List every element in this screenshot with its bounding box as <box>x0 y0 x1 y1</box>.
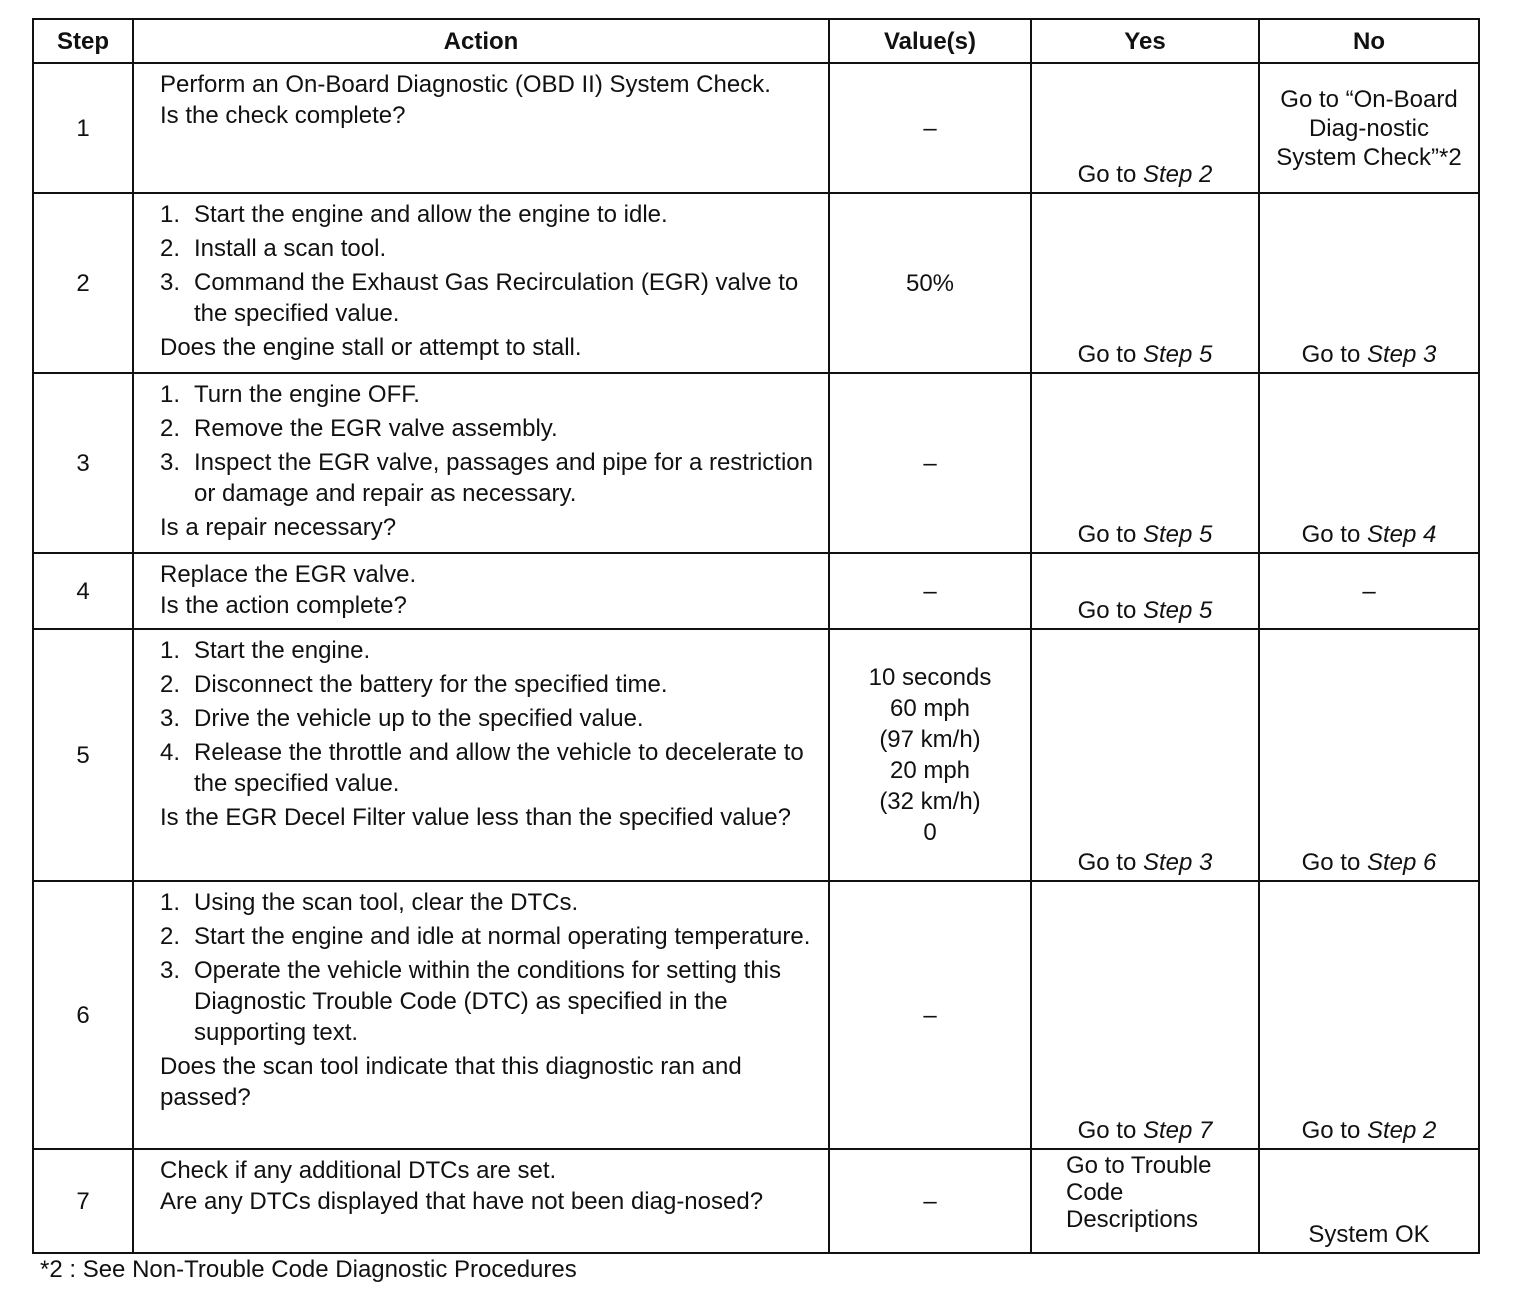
step-number: 1 <box>33 63 133 193</box>
values-cell <box>829 63 1031 193</box>
table-row <box>33 1149 1479 1253</box>
table-row <box>33 373 1479 553</box>
value-line: 10 seconds <box>868 664 992 691</box>
table-row <box>33 553 1479 629</box>
item-number: 2. <box>160 235 181 262</box>
action-cell <box>133 373 829 553</box>
step-number: 3 <box>33 373 133 553</box>
yes-text: Go to <box>1077 849 1143 876</box>
values-cell <box>829 881 1031 1149</box>
yes-text: Go to <box>1077 521 1143 548</box>
item-text: Start the engine and idle at normal operating temperature. <box>194 923 811 950</box>
yes-text: Go to Trouble Code Descriptions <box>1066 1152 1212 1233</box>
action-cell <box>133 193 829 373</box>
value-line: (32 km/h) <box>879 788 981 815</box>
yes-cell <box>1031 629 1259 881</box>
action-question: Does the scan tool indicate that this diagnostic ran and passed? <box>160 1053 742 1111</box>
value-line: – <box>923 1001 937 1029</box>
item-text: Command the Exhaust Gas Recirculation (EGR) valve to the specified value. <box>194 269 799 327</box>
value-line: – <box>923 1187 937 1215</box>
item-text: Disconnect the battery for the specified time. <box>194 671 668 698</box>
action-item <box>160 199 820 230</box>
action-cell <box>133 63 829 193</box>
yes-cell <box>1031 1149 1259 1253</box>
yes-step-ref: Step 5 <box>1142 597 1213 624</box>
diagnostic-table <box>32 18 1480 1254</box>
value-line: – <box>923 114 937 142</box>
action-question: Is the EGR Decel Filter value less than the specified value? <box>160 804 791 831</box>
values-cell <box>829 1149 1031 1253</box>
yes-step-ref: Step 2 <box>1142 161 1213 188</box>
header-step: Step <box>33 19 133 63</box>
yes-text: Go to <box>1077 1117 1143 1144</box>
item-number: 2. <box>160 923 181 950</box>
value-line: 60 mph <box>889 695 971 722</box>
item-number: 3. <box>160 269 181 296</box>
no-text: System OK <box>1308 1221 1430 1248</box>
no-cell <box>1259 193 1479 373</box>
step-number: 6 <box>33 881 133 1149</box>
no-step-ref: Step 6 <box>1366 849 1437 876</box>
action-item <box>160 887 820 918</box>
no-text: Go to <box>1301 849 1367 876</box>
item-number: 2. <box>160 415 181 442</box>
item-text: Drive the vehicle up to the specified value. <box>194 705 644 732</box>
action-question: Is a repair necessary? <box>160 514 397 541</box>
no-cell <box>1259 629 1479 881</box>
item-text: Install a scan tool. <box>194 235 387 262</box>
action-cell <box>133 881 829 1149</box>
yes-step-ref: Step 5 <box>1142 521 1213 548</box>
no-text: Go to <box>1301 341 1367 368</box>
item-number: 3. <box>160 957 181 984</box>
action-item <box>160 955 820 1048</box>
value-line: 20 mph <box>889 757 971 784</box>
item-number: 4. <box>160 739 181 766</box>
item-text: Operate the vehicle within the conditions for setting this Diagnostic Trouble Code (DTC) as specified in the supporting text. <box>194 957 781 1046</box>
action-question: Does the engine stall or attempt to stall. <box>160 334 582 361</box>
action-text: Replace the EGR valve. Is the action complete? <box>160 561 417 619</box>
item-number: 3. <box>160 449 181 476</box>
yes-text: Go to <box>1077 597 1143 624</box>
action-cell <box>133 553 829 629</box>
values-cell <box>829 193 1031 373</box>
item-text: Release the throttle and allow the vehicle to decelerate to the specified value. <box>194 739 804 797</box>
item-number: 2. <box>160 671 181 698</box>
no-step-ref: Step 2 <box>1366 1117 1437 1144</box>
yes-step-ref: Step 7 <box>1142 1117 1213 1144</box>
value-line: – <box>923 449 937 477</box>
values-cell <box>829 629 1031 881</box>
item-text: Start the engine and allow the engine to idle. <box>194 201 668 228</box>
action-item <box>160 413 820 444</box>
no-step-ref: Step 4 <box>1366 521 1437 548</box>
step-number: 4 <box>33 553 133 629</box>
yes-step-ref: Step 3 <box>1142 849 1213 876</box>
footnote: *2 : See Non-Trouble Code Diagnostic Procedures <box>40 1256 577 1283</box>
action-item <box>160 447 820 509</box>
header-row <box>33 19 1479 63</box>
yes-step-ref: Step 5 <box>1142 341 1213 368</box>
no-cell <box>1259 63 1479 193</box>
item-text: Inspect the EGR valve, passages and pipe for a restriction or damage and repair as necessary. <box>194 449 813 507</box>
header-yes: Yes <box>1031 19 1259 63</box>
header-action: Action <box>133 19 829 63</box>
action-item <box>160 703 820 734</box>
no-step-ref: Step 3 <box>1366 341 1437 368</box>
action-item <box>160 921 820 952</box>
action-item <box>160 635 820 666</box>
action-item <box>160 669 820 700</box>
yes-text: Go to <box>1077 161 1143 188</box>
yes-cell <box>1031 881 1259 1149</box>
item-number: 1. <box>160 201 181 228</box>
no-cell <box>1259 373 1479 553</box>
action-item <box>160 267 820 329</box>
value-line: 0 <box>923 819 937 846</box>
item-text: Using the scan tool, clear the DTCs. <box>194 889 579 916</box>
action-item <box>160 233 820 264</box>
item-text: Remove the EGR valve assembly. <box>194 415 558 442</box>
table-row <box>33 63 1479 193</box>
action-text: Perform an On-Board Diagnostic (OBD II) System Check. Is the check complete? <box>160 71 771 129</box>
item-number: 1. <box>160 889 181 916</box>
value-line: – <box>923 577 937 605</box>
no-cell <box>1259 553 1479 629</box>
no-text: – <box>1362 577 1376 605</box>
no-text: Go to <box>1301 521 1367 548</box>
yes-cell <box>1031 373 1259 553</box>
action-item <box>160 379 820 410</box>
step-number: 2 <box>33 193 133 373</box>
action-text: Check if any additional DTCs are set. Are any DTCs displayed that have not been diag-nosed? <box>160 1157 764 1215</box>
item-number: 1. <box>160 637 181 664</box>
item-text: Turn the engine OFF. <box>194 381 420 408</box>
action-cell <box>133 1149 829 1253</box>
action-item <box>160 737 820 799</box>
value-line: 50% <box>905 269 955 297</box>
values-cell <box>829 553 1031 629</box>
header-no: No <box>1259 19 1479 63</box>
table-row <box>33 629 1479 881</box>
no-text: Go to <box>1301 1117 1367 1144</box>
header-values: Value(s) <box>829 19 1031 63</box>
table-row <box>33 881 1479 1149</box>
no-text: Go to “On-Board Diag-nostic System Check”*2 <box>1276 85 1462 171</box>
no-cell <box>1259 881 1479 1149</box>
value-line: (97 km/h) <box>879 726 981 753</box>
action-cell <box>133 629 829 881</box>
item-text: Start the engine. <box>194 637 371 664</box>
item-number: 1. <box>160 381 181 408</box>
table-row <box>33 193 1479 373</box>
no-cell <box>1259 1149 1479 1253</box>
values-cell <box>829 373 1031 553</box>
yes-cell <box>1031 553 1259 629</box>
step-number: 5 <box>33 629 133 881</box>
step-number: 7 <box>33 1149 133 1253</box>
yes-text: Go to <box>1077 341 1143 368</box>
yes-cell <box>1031 63 1259 193</box>
item-number: 3. <box>160 705 181 732</box>
yes-cell <box>1031 193 1259 373</box>
